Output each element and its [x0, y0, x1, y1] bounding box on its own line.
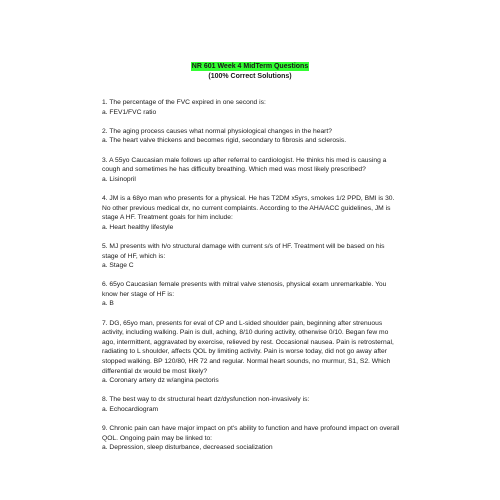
- document-subtitle: (100% Correct Solutions): [208, 73, 292, 80]
- question-text: 3. A 55yo Caucasian male follows up after referral to cardiologist. He thinks his med is causing a cough and sometimes he has difficulty breathing. Which med was most likely prescribed?: [102, 156, 387, 174]
- answer-text: a. Lisinopril: [102, 175, 136, 183]
- answer-text: a. FEV1/FVC ratio: [102, 108, 157, 116]
- answer-text: a. B: [102, 300, 114, 308]
- question-text: 8. The best way to dx structural heart dz/dysfunction non-invasively is:: [102, 396, 310, 404]
- question-text: 1. The percentage of the FVC expired in one second is:: [102, 99, 266, 106]
- question-item: [102, 424, 402, 453]
- question-item: [102, 127, 402, 146]
- question-list: [102, 98, 402, 463]
- question-text: 2. The aging process causes what normal physiological changes in the heart?: [102, 127, 332, 135]
- question-text: 7. DG, 65yo man, presents for eval of CP and L-sided shoulder pain, beginning after strenuous activity, including walking. Pain is dull, aching, 8/10 during activity, otherwise 0/10. Began few mo ago, intermittent, aggravated by exercise, relieved by rest. Occasional nausea. Pain is retrosternal, radiating to L shoulder, affects QOL by limiting activity. Pain is worse today, did not go away after stopped walking. BP 120/80, HR 72 and regular. Normal heart sounds, no murmur, S1, S2. Which differential dx would be most likely?: [102, 319, 394, 375]
- question-item: [102, 98, 402, 117]
- question-item: [102, 280, 402, 309]
- question-item: [102, 156, 402, 185]
- title-row: [0, 55, 500, 73]
- answer-text: a. Stage C: [102, 262, 134, 270]
- answer-text: a. Heart healthy lifestyle: [102, 223, 174, 231]
- answer-text: a. Echocardiogram: [102, 406, 159, 413]
- question-item: [102, 395, 402, 414]
- question-text: 4. JM is a 68yo man who presents for a physical. He has T2DM x5yrs, smokes 1/2 PPD, BMI is 30. No other previous medical dx, no current complaints. According to the AHA/ACC guidelines, JM is stage A HF. Treatment goals for him include:: [102, 194, 395, 222]
- question-item: [102, 319, 402, 386]
- question-text: 9. Chronic pain can have major impact on pt's ability to function and have profound impact on overall QOL. Ongoing pain may be linked to:: [102, 425, 400, 442]
- question-item: [102, 194, 402, 232]
- answer-text: a. Depression, sleep disturbance, decreased socialization: [102, 444, 273, 452]
- question-text: 6. 65yo Caucasian female presents with mitral valve stenosis, physical exam unremarkable. You know her stage of HF is:: [102, 281, 387, 298]
- answer-text: a. The heart valve thickens and becomes rigid, secondary to fibrosis and sclerosis.: [102, 137, 347, 145]
- answer-text: a. Coronary artery dz w/angina pectoris: [102, 377, 219, 385]
- question-item: [102, 242, 402, 271]
- document-title: NR 601 Week 4 MidTerm Questions: [191, 63, 309, 70]
- question-text: 5. MJ presents with h/o structural damage with current s/s of HF. Treatment will be based on his stage of HF, which is:: [102, 242, 385, 260]
